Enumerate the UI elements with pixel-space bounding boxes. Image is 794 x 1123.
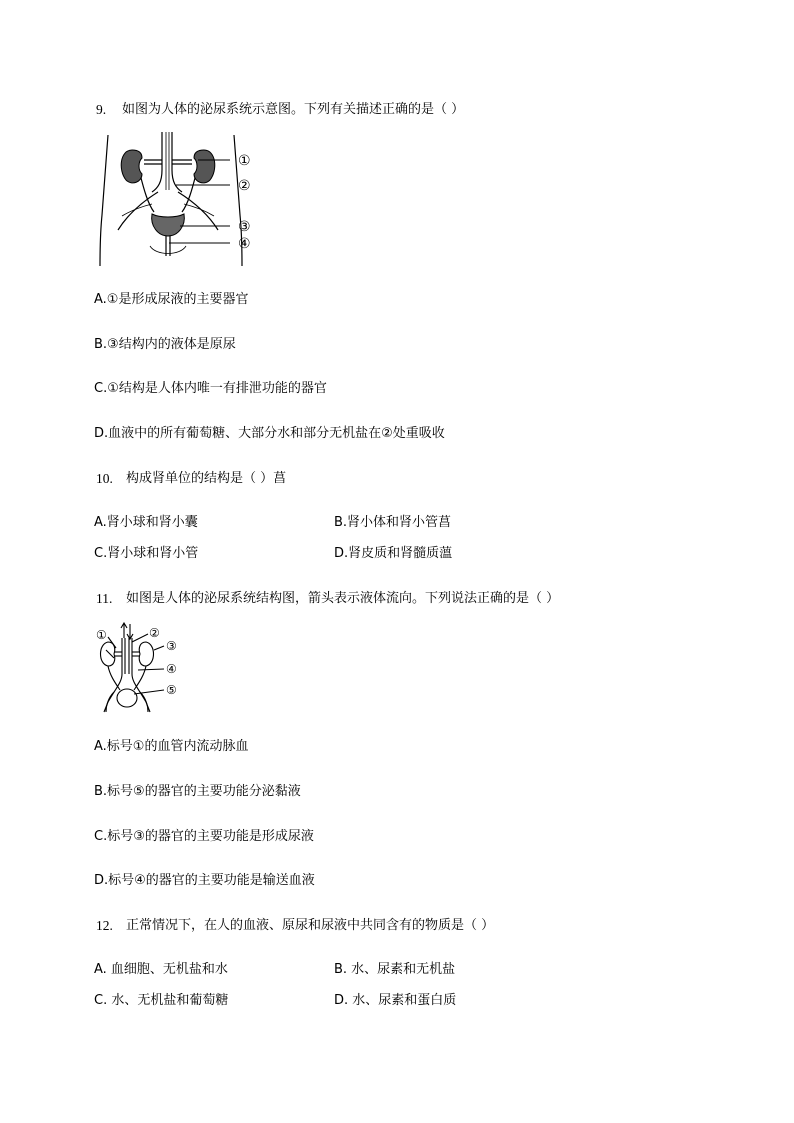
q12-option-c: C. 水、无机盐和葡萄糖 <box>94 993 229 1008</box>
q11-label-5: ⑤ <box>166 683 177 697</box>
q12-option-a: A. 血细胞、无机盐和水 <box>94 962 228 977</box>
q11-label-4: ④ <box>166 662 177 676</box>
q11-option-a: A.标号①的血管内流动脉血 <box>94 739 249 754</box>
q12-option-d: D. 水、尿素和蛋白质 <box>334 993 457 1008</box>
q10-option-a: A.肾小球和肾小囊 <box>94 515 198 530</box>
q10-option-b: B.肾小体和肾小管菖 <box>334 515 452 530</box>
q11-option-c: C.标号③的器官的主要功能是形成尿液 <box>94 829 314 844</box>
q10-stem: 构成肾单位的结构是（ ）菖 <box>126 471 287 486</box>
q9-label-1: ① <box>238 153 251 169</box>
q9-option-a: A.①是形成尿液的主要器官 <box>94 292 249 307</box>
q9-option-c: C.①结构是人体内唯一有排泄功能的器官 <box>94 381 327 396</box>
q9-stem: 如图为人体的泌尿系统示意图。下列有关描述正确的是（ ） <box>122 102 465 117</box>
q11-label-1: ① <box>96 628 107 642</box>
q10-option-c: C.肾小球和肾小管 <box>94 546 199 561</box>
q9-label-4: ④ <box>238 236 251 252</box>
q9-label-2: ② <box>238 178 251 194</box>
q11-stem: 如图是人体的泌尿系统结构图，箭头表示液体流向。下列说法正确的是（ ） <box>126 591 560 606</box>
q11-label-2: ② <box>149 626 160 640</box>
q10-option-d: D.肾皮质和肾髓质薀 <box>334 546 453 561</box>
q12-option-b: B. 水、尿素和无机盐 <box>334 962 456 977</box>
q11-urinary-system-figure <box>94 622 190 714</box>
q9-number: 9. <box>96 102 107 117</box>
q9-option-b: B.③结构内的液体是原尿 <box>94 337 236 352</box>
q12-number: 12. <box>96 918 113 933</box>
q9-urinary-system-figure <box>92 130 267 270</box>
q11-option-b: B.标号⑤的器官的主要功能分泌黏液 <box>94 784 301 799</box>
q11-number: 11. <box>96 591 113 606</box>
q12-stem: 正常情况下，在人的血液、原尿和尿液中共同含有的物质是（ ） <box>126 918 495 933</box>
q9-label-3: ③ <box>238 219 251 235</box>
q10-number: 10. <box>96 471 113 486</box>
q9-option-d: D.血液中的所有葡萄糖、大部分水和部分无机盐在②处重吸收 <box>94 426 445 441</box>
q11-label-3: ③ <box>166 639 177 653</box>
q11-option-d: D.标号④的器官的主要功能是输送血液 <box>94 873 315 888</box>
